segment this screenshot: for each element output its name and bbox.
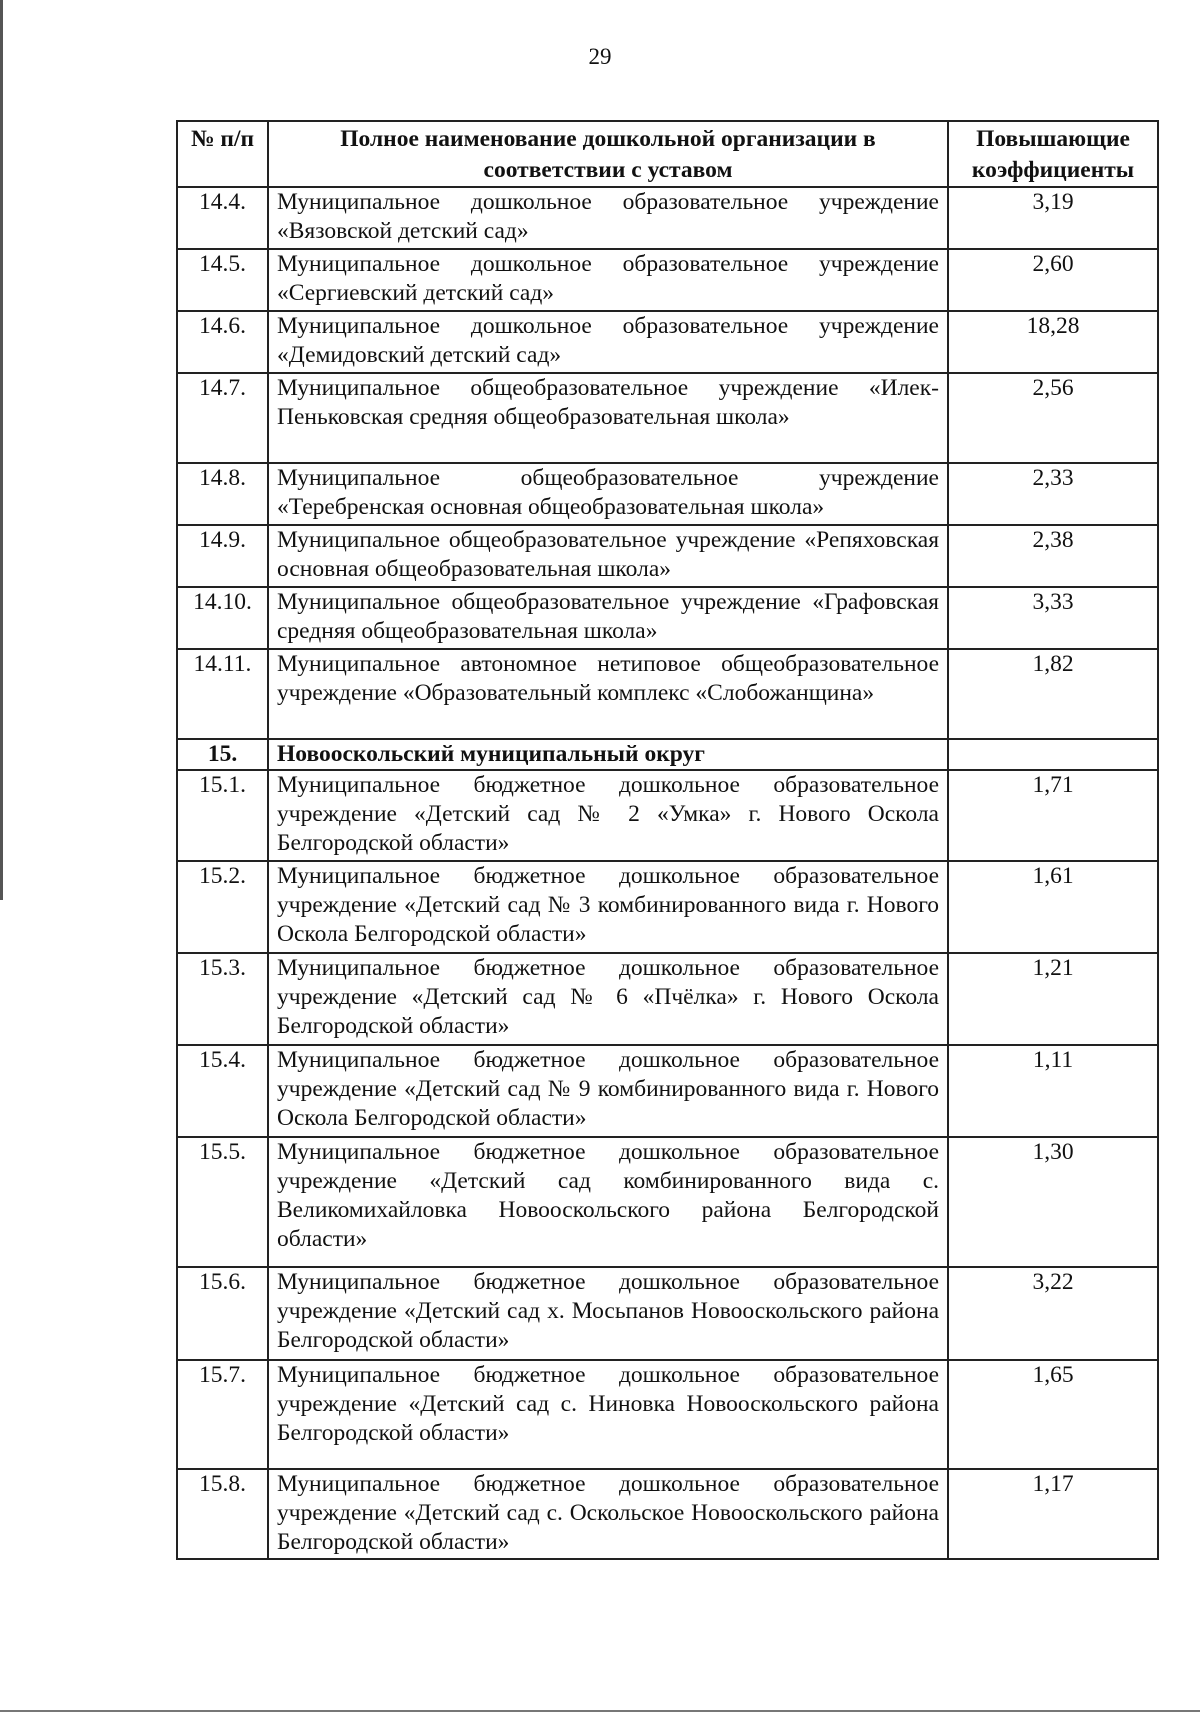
table-row <box>177 187 1158 249</box>
table-row <box>177 770 1158 861</box>
table-row <box>177 1045 1158 1137</box>
row-coef: 1,17 <box>948 1469 1158 1559</box>
table-row <box>177 1360 1158 1469</box>
row-name: Муниципальное бюджетное дошкольное образовательное учреждение «Детский сад с. Ниновка Новооскольского района Белгородской области» <box>268 1360 948 1469</box>
row-num: 15.1. <box>177 770 268 861</box>
row-coef: 1,65 <box>948 1360 1158 1469</box>
row-num: 14.10. <box>177 587 268 649</box>
row-coef: 2,38 <box>948 525 1158 587</box>
row-name: Муниципальное бюджетное дошкольное образовательное учреждение «Детский сад № 2 «Умка» г. Нового Оскола Белгородской области» <box>268 770 948 861</box>
table-row <box>177 953 1158 1045</box>
header-num: № п/п <box>177 121 268 187</box>
row-name: Муниципальное бюджетное дошкольное образовательное учреждение «Детский сад комбинированного вида с. Великомихайловка Новооскольского района Белгородской области» <box>268 1137 948 1267</box>
table-row <box>177 587 1158 649</box>
table-row <box>177 861 1158 953</box>
row-name: Муниципальное бюджетное дошкольное образовательное учреждение «Детский сад х. Мосьпанов Новооскольского района Белгородской области» <box>268 1267 948 1360</box>
section-coef <box>948 739 1158 770</box>
coefficients-table <box>176 120 1159 1560</box>
table-row <box>177 373 1158 463</box>
row-coef: 2,56 <box>948 373 1158 463</box>
row-num: 15.2. <box>177 861 268 953</box>
row-name: Муниципальное дошкольное образовательное учреждение «Демидовский детский сад» <box>268 311 948 373</box>
row-name: Муниципальное бюджетное дошкольное образовательное учреждение «Детский сад № 3 комбинированного вида г. Нового Оскола Белгородской области» <box>268 861 948 953</box>
row-num: 14.11. <box>177 649 268 739</box>
row-name: Муниципальное автономное нетиповое общеобразовательное учреждение «Образовательный комплекс «Слобожанщина» <box>268 649 948 739</box>
scan-edge-left <box>0 0 3 900</box>
row-num: 14.5. <box>177 249 268 311</box>
row-num: 15.8. <box>177 1469 268 1559</box>
row-coef: 3,19 <box>948 187 1158 249</box>
row-coef: 1,21 <box>948 953 1158 1045</box>
section-num: 15. <box>177 739 268 770</box>
table-row <box>177 1469 1158 1559</box>
table-row <box>177 1267 1158 1360</box>
table-row <box>177 249 1158 311</box>
row-num: 14.8. <box>177 463 268 525</box>
row-name: Муниципальное общеобразовательное учреждение «Илек-Пеньковская средняя общеобразовательная школа» <box>268 373 948 463</box>
row-coef: 1,30 <box>948 1137 1158 1267</box>
section-row <box>177 739 1158 770</box>
row-coef: 1,11 <box>948 1045 1158 1137</box>
section-name: Новооскольский муниципальный округ <box>268 739 948 770</box>
row-coef: 3,33 <box>948 587 1158 649</box>
header-name: Полное наименование дошкольной организации в соответствии с уставом <box>268 121 948 187</box>
row-name: Муниципальное дошкольное образовательное учреждение «Вязовской детский сад» <box>268 187 948 249</box>
row-num: 15.7. <box>177 1360 268 1469</box>
table-row <box>177 525 1158 587</box>
row-coef: 1,61 <box>948 861 1158 953</box>
row-coef: 18,28 <box>948 311 1158 373</box>
row-num: 14.6. <box>177 311 268 373</box>
row-num: 15.5. <box>177 1137 268 1267</box>
row-name: Муниципальное дошкольное образовательное учреждение «Сергиевский детский сад» <box>268 249 948 311</box>
row-name: Муниципальное бюджетное дошкольное образовательное учреждение «Детский сад № 9 комбинированного вида г. Нового Оскола Белгородской области» <box>268 1045 948 1137</box>
table-body <box>177 187 1158 1559</box>
table-row <box>177 1137 1158 1267</box>
row-coef: 2,60 <box>948 249 1158 311</box>
row-num: 15.6. <box>177 1267 268 1360</box>
row-num: 14.4. <box>177 187 268 249</box>
row-coef: 3,22 <box>948 1267 1158 1360</box>
row-name: Муниципальное бюджетное дошкольное образовательное учреждение «Детский сад № 6 «Пчёлка» г. Нового Оскола Белгородской области» <box>268 953 948 1045</box>
row-coef: 2,33 <box>948 463 1158 525</box>
row-num: 14.7. <box>177 373 268 463</box>
header-coef: Повышающие коэффициенты <box>948 121 1158 187</box>
table-row <box>177 649 1158 739</box>
table-row <box>177 463 1158 525</box>
row-coef: 1,82 <box>948 649 1158 739</box>
row-num: 15.4. <box>177 1045 268 1137</box>
row-name: Муниципальное общеобразовательное учреждение «Графовская средняя общеобразовательная школа» <box>268 587 948 649</box>
row-num: 14.9. <box>177 525 268 587</box>
row-name: Муниципальное бюджетное дошкольное образовательное учреждение «Детский сад с. Оскольское Новооскольского района Белгородской области» <box>268 1469 948 1559</box>
row-name: Муниципальное общеобразовательное учреждение «Теребренская основная общеобразовательная школа» <box>268 463 948 525</box>
scan-edge-bottom <box>0 1710 1200 1712</box>
row-coef: 1,71 <box>948 770 1158 861</box>
row-num: 15.3. <box>177 953 268 1045</box>
table-row <box>177 311 1158 373</box>
page-number: 29 <box>588 44 612 69</box>
row-name: Муниципальное общеобразовательное учреждение «Репяховская основная общеобразовательная школа» <box>268 525 948 587</box>
table-header-row <box>177 121 1158 187</box>
